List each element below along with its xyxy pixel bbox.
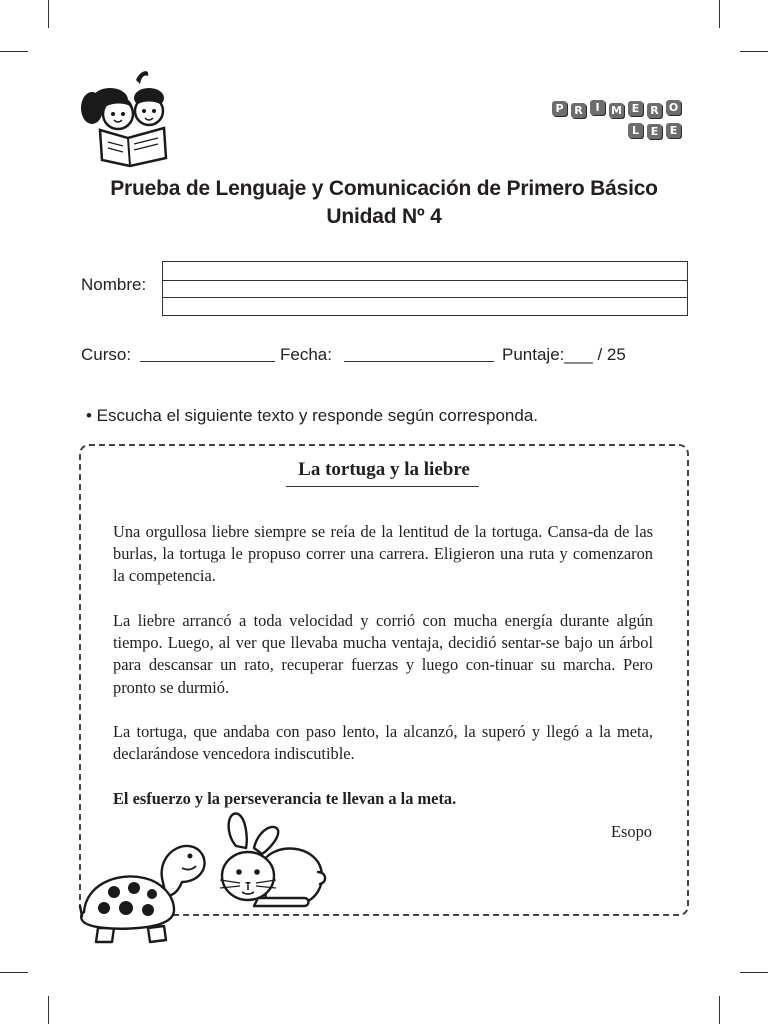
primero-lee-logo (550, 97, 690, 143)
unit-subtitle: Unidad Nº 4 (326, 205, 442, 228)
brand-letter: R (647, 103, 662, 118)
story-moral: El esfuerzo y la perseverancia te llevan a la meta. (113, 789, 457, 808)
crop-mark (740, 972, 768, 973)
brand-letter: I (590, 100, 605, 115)
course-field[interactable] (140, 361, 275, 362)
name-field[interactable] (162, 261, 688, 316)
crop-mark (0, 51, 28, 52)
crop-mark (0, 972, 28, 973)
turtle-illustration (78, 836, 210, 948)
crop-mark (719, 996, 720, 1024)
brand-letter: O (666, 100, 681, 115)
story-paragraph: La liebre arrancó a toda velocidad y corrió con mucha energía durante algún tiempo. Luego, al ver que llevaba mucha ventaja, decidió sentar-se bajo un árbol para descansar un rato, recuperar fuerzas y luego con-tinuar su marcha. Pero pronto se durmió. (113, 611, 653, 697)
brand-letter: P (552, 101, 567, 116)
crop-mark (48, 996, 49, 1024)
crop-mark (48, 0, 49, 28)
brand-letter: M (609, 103, 624, 118)
name-field-line (163, 297, 687, 298)
name-label: Nombre: (81, 275, 147, 294)
story-author: Esopo (611, 822, 652, 841)
story-title-underline (286, 486, 479, 487)
brand-letter: E (628, 101, 643, 116)
brand-letter: R (571, 103, 586, 118)
crop-mark (740, 51, 768, 52)
name-field-line (163, 280, 687, 281)
instruction-text: • Escucha el siguiente texto y responde según corresponda. (86, 406, 539, 425)
rabbit-illustration (214, 812, 336, 924)
date-field[interactable] (344, 361, 494, 362)
course-label: Curso: (81, 345, 132, 364)
score-label: Puntaje:___ / 25 (502, 345, 626, 364)
brand-letter: E (647, 124, 662, 139)
crop-mark (719, 0, 720, 28)
story-paragraph: Una orgullosa liebre siempre se reía de la lentitud de la tortuga. Cansa-da de las burlas, la tortuga le propuso correr una carrera. Eligieron una ruta y comenzaron la competencia. (113, 522, 653, 586)
page-title: Prueba de Lenguaje y Comunicación de Primero Básico (110, 177, 658, 200)
brand-letter: E (666, 123, 681, 138)
brand-letter: L (628, 123, 643, 138)
date-label: Fecha: (280, 345, 332, 364)
story-title: La tortuga y la liebre (298, 459, 470, 480)
kids-reading-logo (78, 64, 170, 168)
story-paragraph: La tortuga, que andaba con paso lento, la alcanzó, la superó y llegó a la meta, declarándose vencedora indiscutible. (113, 722, 653, 764)
